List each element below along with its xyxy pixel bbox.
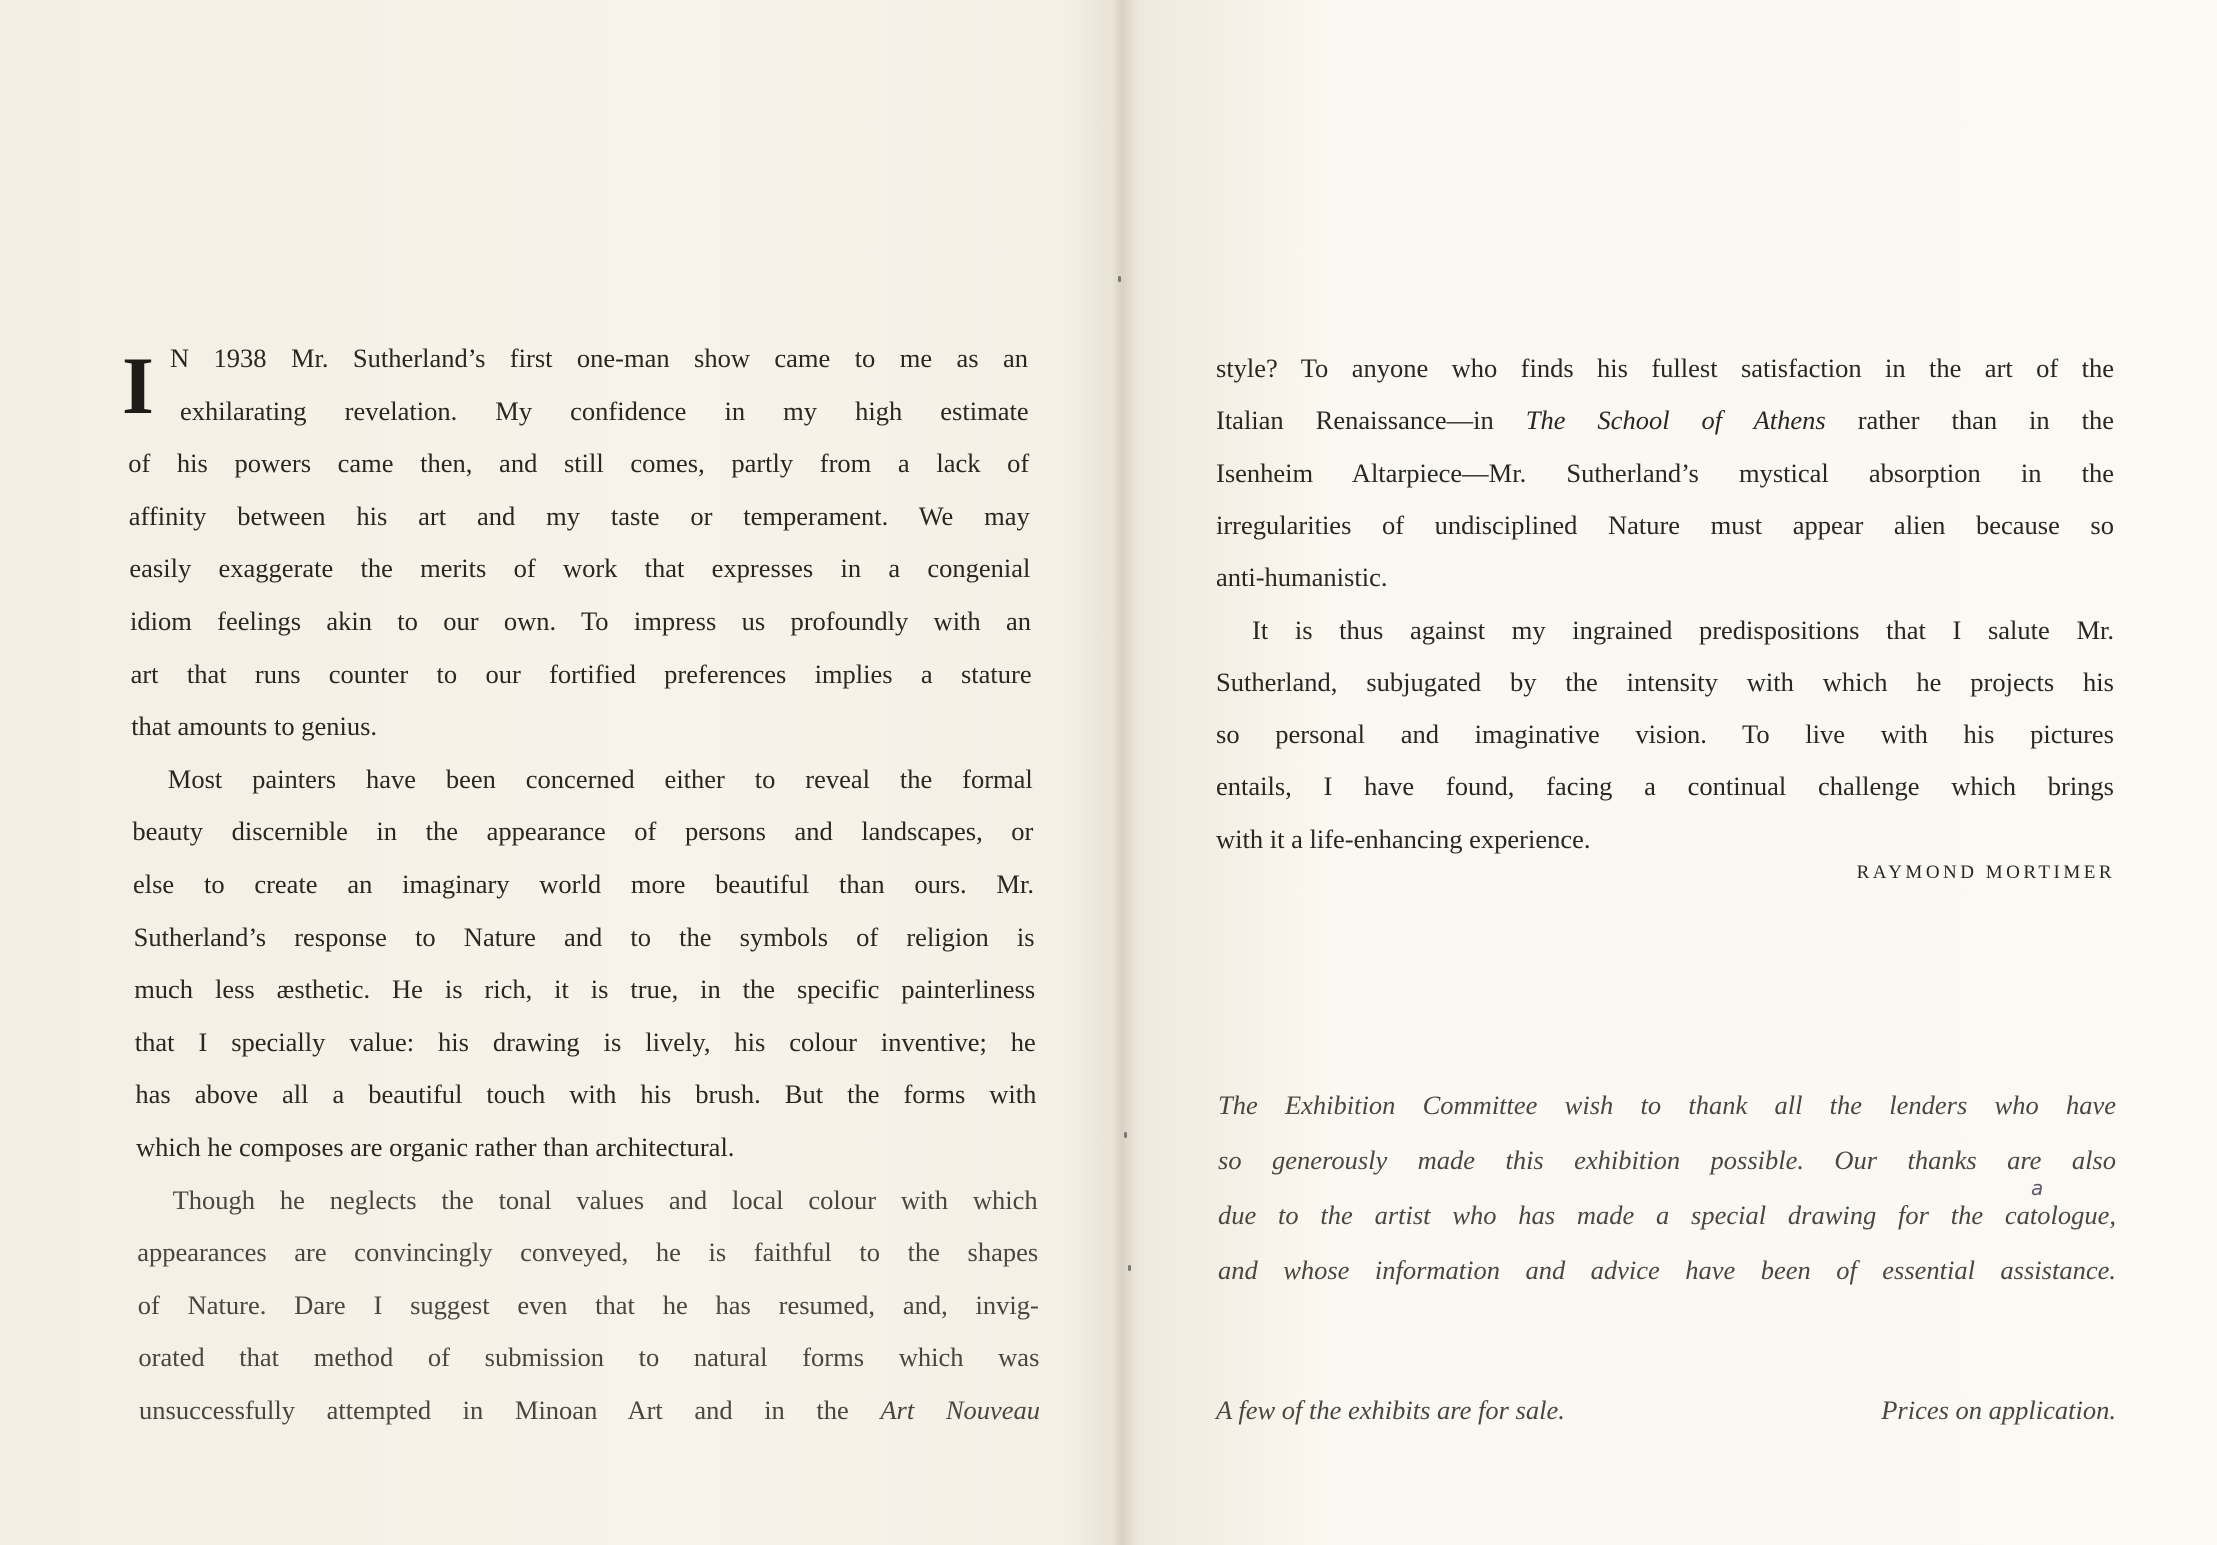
text-line xyxy=(168,762,1033,796)
text-line xyxy=(173,1183,1038,1217)
text-line xyxy=(132,814,1033,848)
text-line xyxy=(129,551,1030,585)
acknowledgement-line: The Exhibition Committee wish to thank all the lenders who have xyxy=(1218,1090,2116,1120)
text-line xyxy=(134,972,1035,1006)
acknowledgement-line: due to the artist who has made a special drawing for the catologue, xyxy=(1218,1200,2116,1230)
text-line xyxy=(139,1393,1040,1427)
footer-prices-note: Prices on application. xyxy=(1881,1395,2116,1425)
line-text: of his powers came then, and still comes, partly from a lack of xyxy=(128,448,1030,479)
text-line xyxy=(135,1025,1036,1059)
text-line xyxy=(180,394,1029,428)
line-text: style? To anyone who finds his fullest satisfaction in the art of the xyxy=(1216,353,2114,383)
line-text: irregularities of undisciplined Nature must appear alien because so xyxy=(1216,509,2114,540)
line-text: rather than in the xyxy=(1857,405,2115,436)
acknowledgement-line: and whose information and advice have been of essential assistance. xyxy=(1218,1255,2116,1285)
line-text: so personal and imaginative vision. To live with his pictures xyxy=(1216,719,2114,750)
binding-mark xyxy=(1128,1265,1131,1271)
drop-cap: I xyxy=(122,345,154,427)
line-text: exhilarating revelation. My confidence in my high estimate xyxy=(180,395,1029,426)
italic-title: The School of Athens xyxy=(1525,405,1826,436)
binding-mark xyxy=(1124,1132,1127,1138)
acknowledgement-line: so generously made this exhibition possible. Our thanks are also xyxy=(1218,1145,2116,1175)
text-line xyxy=(137,1235,1038,1269)
line-text: Though he neglects the tonal values and local colour with which xyxy=(172,1184,1038,1215)
text-line xyxy=(128,446,1029,480)
text-line xyxy=(170,341,1028,375)
line-text: Sutherland’s response to Nature and to the symbols of religion is xyxy=(133,921,1035,952)
binding-mark xyxy=(1118,276,1121,282)
text-line xyxy=(131,657,1032,691)
text-line xyxy=(133,867,1034,901)
line-text: that I specially value: his drawing is lively, his colour inventive; he xyxy=(134,1026,1036,1057)
line-text: Isenheim Altarpiece—Mr. Sutherland’s mystical absorption in the xyxy=(1216,457,2114,488)
line-text: appearances are convincingly conveyed, he is faithful to the shapes xyxy=(137,1237,1039,1268)
text-line xyxy=(1216,403,2114,437)
line-text: Sutherland, subjugated by the intensity with which he projects his xyxy=(1216,666,2114,697)
text-line xyxy=(129,499,1030,533)
line-text: has above all a beautiful touch with his brush. But the forms with xyxy=(135,1079,1037,1110)
text-line xyxy=(138,1288,1039,1322)
line-text: which he composes are organic rather than architectural. xyxy=(136,1132,735,1162)
handwritten-correction: a xyxy=(2031,1176,2044,1200)
line-text: Most painters have been concerned either to reveal the formal xyxy=(167,763,1033,794)
italic-title: Art Nouveau xyxy=(880,1395,1041,1425)
text-line xyxy=(136,1130,1037,1164)
text-line xyxy=(134,920,1035,954)
line-text: unsuccessfully attempted in Minoan Art and in the xyxy=(139,1395,849,1425)
line-text: art that runs counter to our fortified preferences implies a stature xyxy=(130,658,1032,689)
text-line xyxy=(138,1340,1039,1374)
line-text: It is thus against my ingrained predispositions that I salute Mr. xyxy=(1252,614,2114,645)
line-text: orated that method of submission to natural forms which was xyxy=(138,1342,1040,1373)
line-text: anti-humanistic. xyxy=(1216,562,1388,593)
text-line xyxy=(1216,351,2114,385)
text-line xyxy=(1216,665,2114,699)
line-text: with it a life-enhancing experience. xyxy=(1216,823,1591,854)
text-line xyxy=(1216,769,2114,803)
text-line xyxy=(1216,822,2114,856)
text-line xyxy=(1216,717,2114,751)
line-text: easily exaggerate the merits of work that expresses in a congenial xyxy=(129,553,1031,584)
line-text: much less æsthetic. He is rich, it is true, in the specific painterliness xyxy=(134,974,1036,1005)
line-text: N 1938 Mr. Sutherland’s first one-man show came to me as an xyxy=(170,343,1028,373)
text-line xyxy=(1216,456,2114,490)
text-line xyxy=(1216,560,2114,594)
line-text: of Nature. Dare I suggest even that he has resumed, and, invig- xyxy=(137,1289,1039,1320)
text-line xyxy=(1216,508,2114,542)
line-text: entails, I have found, facing a continual challenge which brings xyxy=(1216,771,2114,802)
line-text: Italian Renaissance—in xyxy=(1216,405,1494,436)
line-text: affinity between his art and my taste or temperament. We may xyxy=(128,500,1030,531)
author-signature: RAYMOND MORTIMER xyxy=(1856,862,2115,883)
line-text: idiom feelings akin to our own. To impress us profoundly with an xyxy=(130,606,1031,636)
text-line xyxy=(131,709,1032,743)
text-line xyxy=(135,1077,1036,1111)
line-text: else to create an imaginary world more beautiful than ours. Mr. xyxy=(133,869,1034,899)
line-text: that amounts to genius. xyxy=(131,711,378,742)
line-text: beauty discernible in the appearance of persons and landscapes, or xyxy=(132,816,1034,847)
text-line xyxy=(130,604,1031,638)
text-line xyxy=(1252,613,2114,647)
footer-sale-note: A few of the exhibits are for sale. xyxy=(1216,1395,1565,1425)
